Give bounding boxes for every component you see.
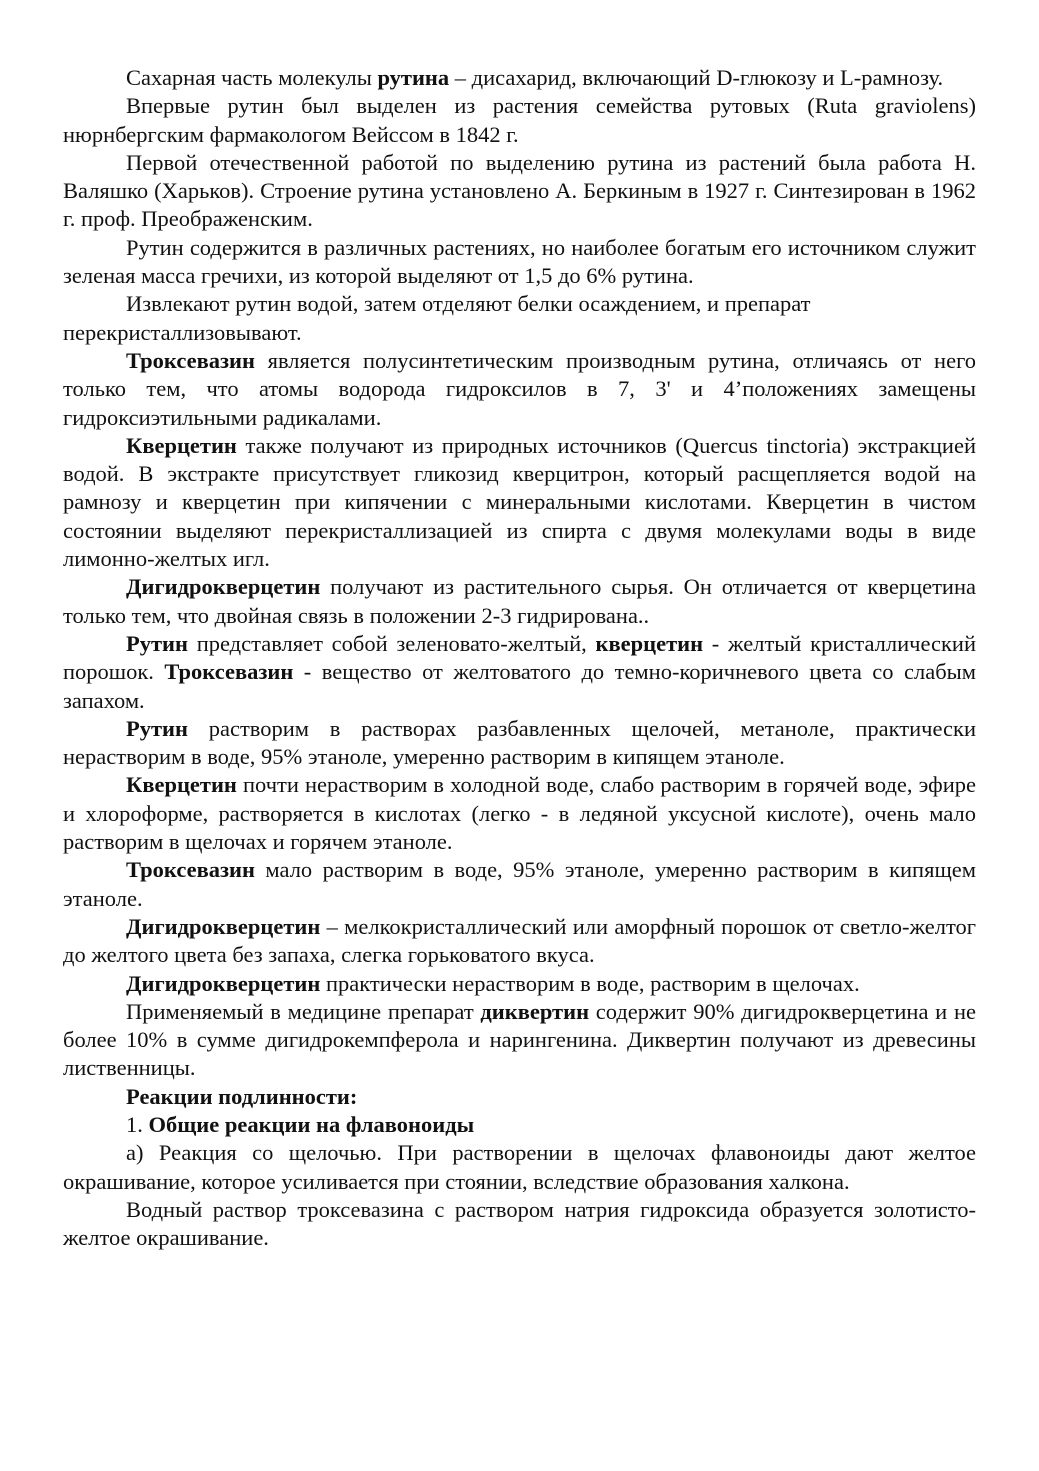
document-page: [63, 64, 976, 1252]
text-run: 1.: [126, 1111, 149, 1137]
paragraph: [63, 1139, 976, 1196]
bold-term: Кверцетин: [126, 432, 237, 458]
paragraph: [63, 715, 976, 772]
paragraph: [63, 92, 976, 149]
text-run: а) Реакция со щелочью. При растворении в щелочах флавоноиды дают желтое окрашивание, которое усиливается при стоянии, вследствие образования халкона.: [63, 1140, 976, 1194]
text-run: почти нерастворим в холодной воде, слабо растворим в горячей воде, эфире и хлороформе, растворяется в кислотах (легко - в ледяной уксусной кислоте), очень мало растворим в щелочах и горячем этаноле.: [63, 772, 976, 855]
paragraph: [63, 64, 976, 92]
paragraph: [63, 771, 976, 856]
text-run: - вещество от желтоватого до темно-коричневого цвета со слабым запахом.: [63, 659, 976, 713]
bold-term: Дигидрокверцетин: [126, 913, 321, 939]
bold-term: рутина: [377, 65, 450, 90]
text-run: Первой отечественной работой по выделению рутина из растений была работа Н. Валяшко (Харьков). Строение рутина установлено А. Беркиным в 1927 г. Синтезирован в 1962 г. проф. Преображенским.: [63, 149, 976, 232]
text-run: Применяемый в медицине препарат: [126, 998, 481, 1024]
bold-term: Кверцетин: [126, 772, 237, 798]
bold-term: Троксевазин: [126, 347, 255, 373]
text-run: содержит 90% дигидрокверцетина и не более 10% в сумме дигидрокемпферола и нарингенина. Диквертин получают из древесины лиственницы.: [63, 998, 976, 1081]
text-run: Водный раствор троксевазина с раствором натрия гидроксида образуется золотисто-желтое окрашивание.: [63, 1196, 976, 1251]
text-run: является полусинтетическим производным рутина, отличаясь от него только тем, что атомы водорода гидроксилов в 7, 3' и 4’положениях замещены гидроксиэтильными радикалами.: [63, 347, 976, 430]
text-run: также получают из природных источников (Quercus tinctoria) экстракцией водой. В экстракте присутствует гликозид кверцитрон, который расщепляется водой на рамнозу и кверцетин при кипячении с минеральными кислотами. Кверцетин в чистом состоянии выделяют перекристаллизацией из спирта с двумя молекулами воды в виде лимонно-желтых игл.: [63, 432, 976, 572]
paragraph: [63, 234, 976, 291]
bold-term: диквертин: [480, 998, 590, 1024]
text-run: Впервые рутин был выделен из растения семейства рутовых (Ruta graviolens) нюрнбергским фармакологом Вейссом в 1842 г.: [63, 93, 976, 147]
paragraph: [63, 630, 976, 715]
text-run: получают из растительного сырья. Он отличается от кверцетина только тем, что двойная связь в положении 2-3 гидрирована..: [63, 574, 976, 628]
paragraph: [63, 290, 976, 347]
bold-term: Рутин: [126, 630, 188, 656]
paragraph: [63, 998, 976, 1083]
bold-term: Дигидрокверцетин: [126, 970, 321, 996]
bold-term: Рутин: [126, 715, 188, 741]
paragraph: [63, 913, 976, 970]
paragraph: [63, 432, 976, 573]
bold-term: Троксевазин: [164, 659, 294, 685]
paragraph: [63, 970, 976, 998]
bold-term: Дигидрокверцетин: [126, 574, 321, 600]
paragraph: [63, 573, 976, 630]
text-run: Рутин содержится в различных растениях, но наиболее богатым его источником служит зеленая масса гречихи, из которой выделяют от 1,5 до 6% рутина.: [63, 234, 976, 289]
text-run: практически нерастворим в воде, растворим в щелочах.: [320, 970, 860, 996]
text-run: Извлекают рутин водой, затем отделяют белки осаждением, и препарат перекристаллизовывают.: [63, 291, 811, 345]
bold-term: Троксевазин: [126, 857, 255, 883]
paragraph: [63, 347, 976, 432]
subsection-heading: [63, 1111, 976, 1139]
paragraph: [63, 856, 976, 913]
section-heading: [63, 1083, 976, 1111]
bold-term: Реакции подлинности:: [126, 1083, 358, 1109]
text-run: растворим в растворах разбавленных щелочей, метаноле, практически нерастворим в воде, 95% этаноле, умеренно растворим в кипящем этаноле.: [63, 715, 976, 770]
text-run: – дисахарид, включающий D-глюкозу и L-рамнозу.: [449, 65, 944, 90]
text-run: – мелкокристаллический или аморфный порошок от светло-желтог до желтого цвета без запаха, слегка горьковатого вкуса.: [63, 913, 976, 968]
paragraph: [63, 1196, 976, 1253]
bold-term: кверцетин: [595, 630, 704, 656]
text-run: Сахарная часть молекулы: [126, 65, 378, 90]
text-run: - желтый кристаллический порошок.: [63, 630, 976, 685]
bold-term: Общие реакции на флавоноиды: [148, 1111, 475, 1137]
text-run: представляет собой зеленовато-желтый,: [187, 630, 596, 656]
text-run: мало растворим в воде, 95% этаноле, умеренно растворим в кипящем этаноле.: [63, 857, 976, 911]
paragraph: [63, 149, 976, 234]
